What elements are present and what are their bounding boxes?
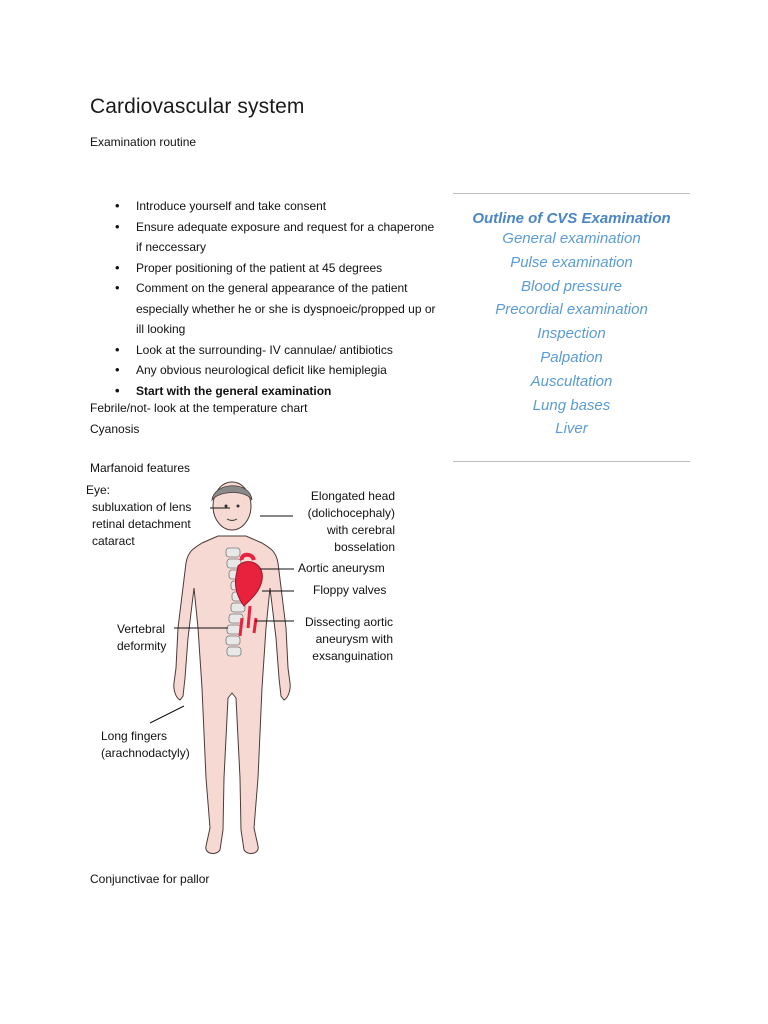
dissecting-label: Dissecting aortic aneurysm with exsanguination [304, 615, 393, 663]
outline-item: General examination [502, 230, 641, 247]
outline-item: Inspection [537, 325, 606, 343]
bullet-item: • Introduce yourself and take consent [113, 196, 443, 217]
floppy-valves-label: Floppy valves [313, 583, 387, 597]
head-label: Elongated head (dolichocephaly) with cerebral bosselation [307, 489, 395, 554]
section-subtitle: Examination routine [90, 135, 197, 149]
outline-box [453, 193, 690, 462]
marfan-figure [86, 478, 395, 873]
marfanoid-heading: Marfanoid features [90, 461, 191, 475]
outline-item: Precordial examination [495, 301, 648, 319]
outline-item: Pulse examination [510, 253, 633, 271]
aortic-aneurysm-label: Aortic aneurysm [298, 561, 385, 575]
outline-heading: Outline of CVS Examination [472, 210, 671, 227]
bullet-item: • Ensure adequate exposure and request for a chaperone if neccessary [113, 217, 443, 258]
bullet-item: • Any obvious neurological deficit like hemiplegia [113, 360, 443, 381]
exam-bullet-list [113, 196, 443, 401]
page-title: Cardiovascular system [90, 95, 305, 118]
eye-label: Eye: subluxation of lens retinal detachment cataract [86, 483, 192, 548]
outline-item: Liver [555, 420, 588, 438]
outline-item: Auscultation [530, 372, 613, 390]
bullet-item: • Comment on the general appearance of the patient especially whether he or she is dyspnoeic/propped up or ill looking [113, 278, 443, 340]
bullet-item: • Proper positioning of the patient at 45 degrees [113, 258, 443, 279]
outline-item: Blood pressure [521, 277, 622, 295]
outline-item: Palpation [540, 348, 603, 366]
vertebral-label: Vertebral deformity [117, 622, 167, 653]
febrile-line: Febrile/not- look at the temperature chart [90, 401, 308, 415]
cyanosis-line: Cyanosis [90, 422, 140, 436]
bullet-item: • Look at the surrounding- IV cannulae/ antibiotics [113, 340, 443, 361]
conjunctivae-line: Conjunctivae for pallor [90, 872, 210, 886]
bullet-item: • Start with the general examination [113, 381, 443, 402]
fingers-label: Long fingers (arachnodactyly) [101, 729, 190, 760]
outline-item: Lung bases [532, 396, 611, 414]
